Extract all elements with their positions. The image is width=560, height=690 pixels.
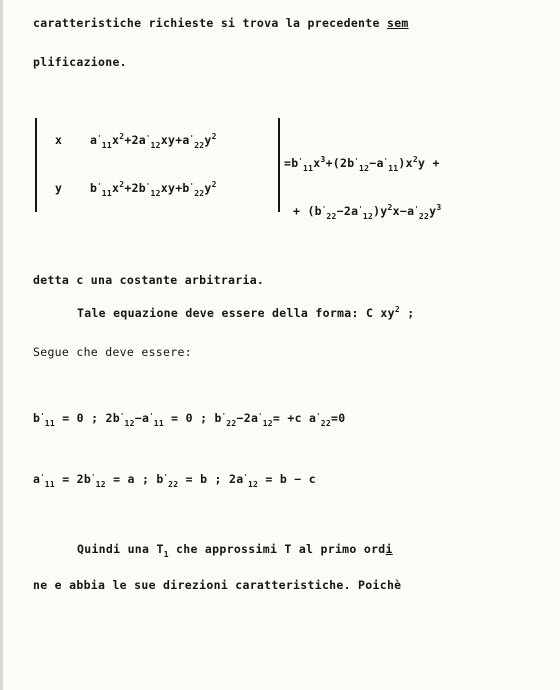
text-segue: Segue che deve essere: [33, 345, 192, 359]
text-line-2: plificazione. [33, 55, 127, 69]
text-detta: detta c una costante arbitraria. [33, 273, 265, 287]
text-quindi: Quindi una $T_1$ che approssimi T al primo ordi [77, 542, 393, 559]
det-left-bar [35, 118, 37, 212]
conditions-line-2: $a'_{11} = 2b'_{12} = a$ ; $b'_{22} = b$ ; $2a'_{12} = b - c$ [33, 472, 316, 489]
det-right-bar [278, 118, 280, 212]
det-x-label: x [55, 133, 63, 147]
rhs-line-2: + $(b'_{22}-2a'_{12})y^2x-a'_{22}y^3$ [293, 203, 442, 221]
conditions-line-1: $b'_{11} = 0$ ; $2b'_{12}-a'_{11} = 0$ ; $b'_{22}-2a'_{12}= +c$ $a'_{22}=0$ [33, 411, 346, 428]
det-row1-expr: $a'_{11}x^2+2a'_{12}xy+a'_{22}y^2$ [90, 132, 217, 150]
text-tale: Tale equazione deve essere della forma: C $xy^2$ ; [77, 305, 415, 320]
text-line-1: caratteristiche richieste si trova la precedente sem [33, 16, 409, 30]
det-y-label: y [55, 181, 63, 195]
page-edge [0, 0, 3, 690]
det-row2-expr: $b'_{11}x^2+2b'_{12}xy+b'_{22}y^2$ [90, 180, 217, 198]
text-ne: ne e abbia le sue direzioni caratteristiche. Poichè [33, 578, 402, 592]
rhs-line-1: $=b'_{11}x^3+(2b'_{12}-a'_{11})x^2y$ + [284, 155, 440, 173]
